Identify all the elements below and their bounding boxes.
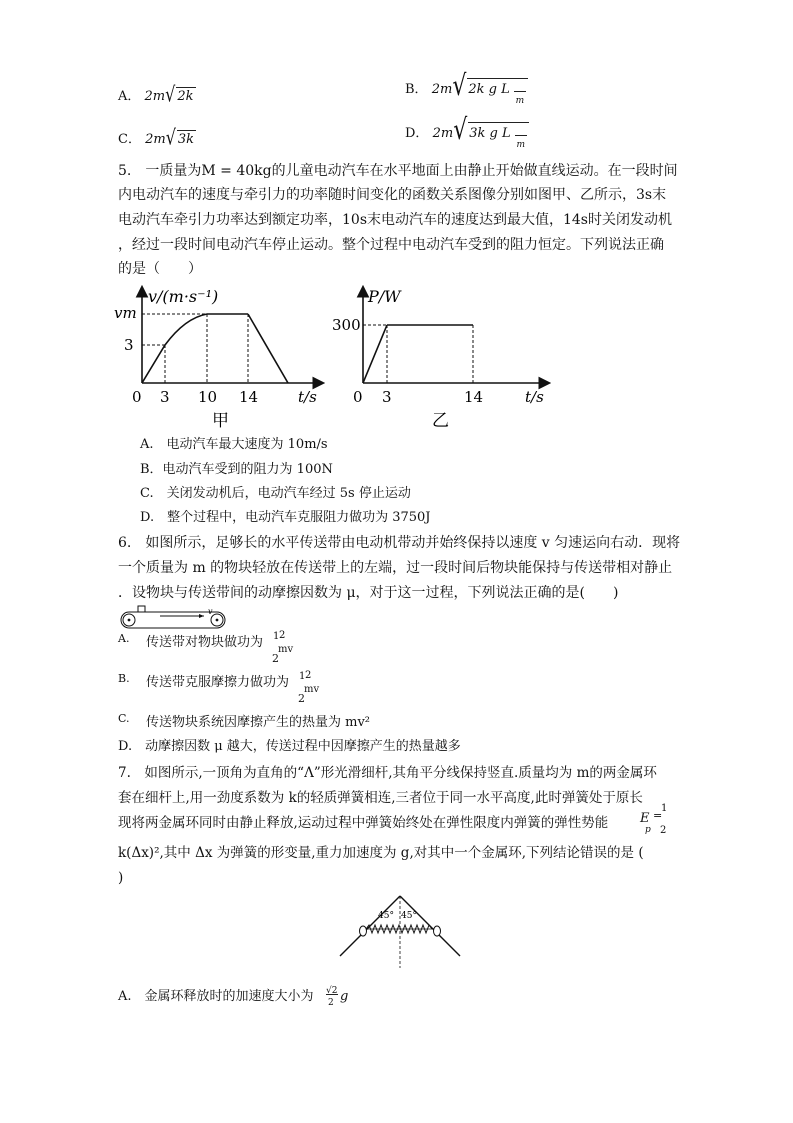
right-roller-axle [216, 619, 219, 622]
fraction-numerator: √2 [326, 986, 338, 996]
left-metal-ring [360, 926, 367, 936]
option-coef: 2m [145, 132, 166, 147]
q7-stem-line2: 套在细杆上,用一劲度系数为 k的轻质弹簧相连,三者位于同一水平高度,此时弹簧处于原长 [118, 790, 643, 806]
option-label: B. [118, 672, 130, 685]
option-text: 传送带对物块做功为 [146, 635, 264, 650]
option-coef: 2m [431, 82, 453, 97]
q5-option-c[interactable]: C. 关闭发动机后，电动汽车经过 5s 停止运动 [140, 486, 411, 501]
option-text: 传送物块系统因摩擦产生的热量为 mv² [146, 715, 371, 730]
equals-sign: = [653, 809, 663, 822]
option-label: D． [405, 126, 429, 141]
x-axis-label: t/s [525, 388, 544, 406]
option-text: A. 金属环释放时的加速度大小为 [118, 989, 314, 1004]
fraction-numerator: 1 [299, 671, 306, 682]
q6-option-c[interactable] [118, 710, 418, 732]
q5-stem-line3: 电动汽车牵引力功率达到额定功率，10s末电动汽车的速度达到最大值，14s时关闭发动机 [118, 212, 672, 228]
radical-sign: √ [453, 114, 468, 147]
y-tick-300: 300 [332, 316, 361, 334]
option-coef: 2m [432, 126, 454, 141]
velocity-curve [142, 314, 207, 383]
fraction-numerator: 1 [273, 631, 280, 642]
graph-caption: 乙 [432, 411, 449, 431]
option-text: 传送带克服摩擦力做功为 [146, 675, 290, 690]
y-axis-label: P/W [368, 287, 401, 306]
x-tick-0: 0 [353, 388, 363, 406]
q6-stem-line2: 一个质量为 m 的物块轻放在传送带上的左端，过一段时间后物块能保持与传送带相对静止 [118, 560, 673, 576]
radicand [467, 78, 528, 110]
q5-option-b[interactable]: B．电动汽车受到的阻力为 100N [140, 462, 333, 477]
q7-stem-line3: 现将两金属环同时由静止释放,运动过程中弹簧始终处在弹性限度内弹簧的弹性势能 [118, 815, 609, 831]
ep-fraction-denominator: 2 [660, 825, 667, 836]
option-label: A． [118, 89, 141, 104]
radicand: 2k [177, 89, 194, 104]
q4-option-a[interactable] [118, 82, 196, 107]
conveyor-belt-diagram [118, 603, 233, 631]
exponent: 2 [279, 630, 286, 641]
x-tick-3: 3 [382, 388, 392, 406]
x-tick-0: 0 [132, 388, 142, 406]
variable: mv [304, 684, 320, 695]
radicand-text: 3k g L [469, 126, 511, 141]
option-label: C. [118, 712, 130, 725]
ep-fraction-numerator: 1 [661, 803, 668, 814]
fraction-denominator: 2 [298, 692, 305, 705]
velocity-decline [248, 314, 288, 383]
power-time-graph [330, 280, 555, 435]
variable: mv [278, 644, 294, 655]
q6-stem-line3: ．设物块与传送带间的动摩擦因数为 μ，对于这一过程，下列说法正确的是( ) [118, 585, 619, 601]
elastic-energy-formula [640, 805, 680, 841]
velocity-arrowhead [199, 614, 204, 618]
q7-stem-line1: 7. 如图所示,一顶角为直角的“Λ”形光滑细杆,其角平分线保持竖直.质量均为 m的两金属环 [118, 765, 657, 781]
right-metal-ring [434, 926, 441, 936]
left-roller-axle [128, 619, 131, 622]
x-axis-label: t/s [298, 388, 317, 406]
q6-stem-line1: 6. 如图所示，足够长的水平传送带由电动机带动并始终保持以速度 v 匀速运向右动．现将 [118, 535, 681, 551]
q4-option-b[interactable] [405, 70, 528, 110]
y-tick-3: 3 [124, 336, 134, 354]
x-tick-3: 3 [160, 388, 170, 406]
lambda-rod-diagram [330, 888, 470, 973]
radicand: 3k [177, 132, 195, 147]
q5-option-d[interactable]: D. 整个过程中，电动汽车克服阻力做功为 3750J [140, 510, 431, 525]
denominator: m [515, 96, 525, 106]
option-label: B． [405, 82, 428, 97]
fraction-denominator: 2 [272, 652, 279, 665]
q5-option-a[interactable]: A. 电动汽车最大速度为 10m/s [140, 437, 328, 452]
ep-subscript: p [645, 825, 651, 835]
power-rise [363, 325, 387, 383]
q7-stem-line5: ) [118, 870, 124, 886]
option-coef: 2m [144, 89, 166, 104]
q7-option-a[interactable] [118, 985, 418, 1011]
x-tick-14: 14 [239, 388, 259, 406]
left-angle-label: 45° [378, 911, 394, 921]
q6-option-d[interactable]: D. 动摩擦因数 μ 越大，传送过程中因摩擦产生的热量越多 [118, 739, 461, 754]
y-axis-label: v/(m·s⁻¹) [148, 287, 219, 306]
ep-symbol: E [640, 811, 650, 826]
graph-caption: 甲 [212, 411, 229, 431]
q4-option-c[interactable] [118, 125, 196, 150]
q5-stem-line2: 内电动汽车的速度与牵引力的功率随时间变化的函数关系图像分别如图甲、乙所示，3s末 [118, 187, 667, 203]
left-rod [340, 896, 400, 956]
option-label: C． [118, 132, 141, 147]
exponent: 2 [305, 670, 312, 681]
block [138, 606, 145, 612]
radical-sign: √ [165, 125, 176, 150]
q6-option-a[interactable] [118, 630, 418, 670]
q5-stem-line1: 5. 一质量为M = 40kg的儿童电动汽车在水平地面上由静止开始做直线运动。在一段时间 [118, 163, 678, 179]
velocity-time-graph [110, 280, 330, 435]
q5-stem-line5: 的是（ ） [118, 261, 202, 277]
x-tick-10: 10 [198, 388, 218, 406]
x-tick-14: 14 [464, 388, 484, 406]
radicand [468, 122, 529, 154]
q5-stem-line4: ，经过一段时间电动汽车停止运动。整个过程中电动汽车受到的阻力恒定。下列说法正确 [118, 237, 664, 253]
radicand-text: 2k g L [468, 82, 510, 97]
radical-sign: √ [165, 82, 176, 107]
vm-label: vm [114, 304, 137, 322]
q6-option-b[interactable] [118, 670, 418, 710]
fraction-denominator: 2 [328, 998, 334, 1008]
option-label: A. [118, 632, 130, 645]
right-angle-label: 45° [401, 911, 417, 921]
radical-sign: √ [452, 70, 467, 103]
variable: g [340, 989, 349, 1004]
q4-option-d[interactable] [405, 114, 529, 154]
velocity-label: v [208, 607, 213, 616]
denominator: m [516, 140, 525, 150]
q7-stem-line4: k(Δx)²,其中 Δx 为弹簧的形变量,重力加速度为 g,对其中一个金属环,下列结论错误的是 ( [118, 845, 644, 861]
